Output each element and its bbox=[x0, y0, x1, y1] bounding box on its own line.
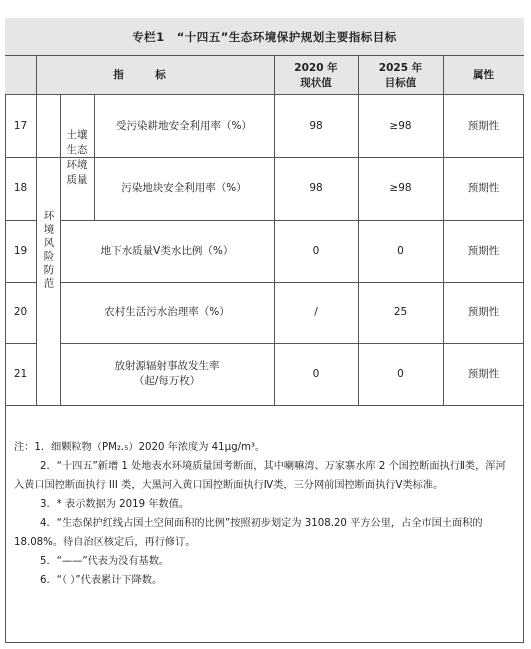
row-18-attr: 预期性 bbox=[467, 182, 500, 194]
row-19-status: 0 bbox=[312, 244, 320, 257]
row-21-no: 21 bbox=[13, 367, 28, 380]
row-19-attr: 预期性 bbox=[467, 244, 500, 257]
header-indicator: 指 标 bbox=[113, 69, 166, 81]
row-20-attr: 预期性 bbox=[467, 306, 500, 318]
row-18-no: 18 bbox=[13, 182, 28, 194]
row-18-target: ≥98 bbox=[389, 182, 412, 194]
row-17-attr: 预期性 bbox=[467, 119, 500, 132]
row-19-target: 0 bbox=[397, 244, 404, 257]
header-attribute: 属性 bbox=[473, 69, 494, 81]
row-20-name: 农村生活污水治理率（%） bbox=[104, 306, 230, 318]
category-soil-label: 土壤生态环境质量 bbox=[66, 128, 88, 186]
row-21-attr: 预期性 bbox=[467, 367, 500, 380]
table-title: 专栏1 “十四五”生态环境保护规划主要指标目标 bbox=[5, 18, 524, 56]
row-17-no: 17 bbox=[13, 119, 28, 132]
row-20-target: 25 bbox=[393, 306, 408, 318]
note-6: 6．“（ ）”代表累计下降数。 bbox=[40, 575, 163, 586]
note-4: 4．“生态保护红线占国土空间面积的比例”按照初步划定为 3108.20 平方公里，占全市国土面积的 18.08%。待自治区核定后，再行修订。 bbox=[14, 518, 483, 548]
note-3: 3．* 表示数据为 2019 年数值。 bbox=[40, 499, 190, 510]
header-target-2025: 2025 年 目标值 bbox=[378, 61, 423, 89]
table-notes bbox=[14, 438, 514, 590]
row-21-target: 0 bbox=[397, 367, 404, 380]
row-20-no: 20 bbox=[13, 306, 28, 318]
row-17-status: 98 bbox=[309, 119, 323, 132]
note-5: 5．“——”代表为没有基数。 bbox=[40, 556, 170, 567]
note-1: 注：1．细颗粒物（PM₂.₅）2020 年浓度为 41μg/m³。 bbox=[14, 442, 266, 453]
row-19-no: 19 bbox=[13, 244, 28, 257]
category-main-label: 环境风险防范 bbox=[42, 209, 55, 291]
row-21-status: 0 bbox=[312, 367, 320, 380]
row-19-name: 地下水质量Ⅴ类水比例（%） bbox=[100, 244, 234, 257]
category-main bbox=[36, 95, 60, 405]
row-17-name: 受污染耕地安全利用率（%） bbox=[116, 119, 252, 132]
note-2: 2．“十四五”新增 1 处地表水环境质量国考断面，其中喇嘛湾、万家寨水库 2 个国控断面执行Ⅱ类，浑河入黄口国控断面执行 III 类，大黑河入黄口国控断面执行Ⅳ类，三分网前国控断面执行Ⅴ类标准。 bbox=[14, 461, 506, 491]
row-17-target: ≥98 bbox=[389, 119, 412, 132]
row-20-status: / bbox=[314, 306, 318, 318]
row-21-name: 放射源辐射事故发生率 （起/每万枚） bbox=[114, 360, 220, 387]
header-status-2020: 2020 年 现状值 bbox=[294, 61, 338, 89]
row-18-status: 98 bbox=[309, 182, 323, 194]
row-18-name: 污染地块安全利用率（%） bbox=[121, 182, 247, 194]
